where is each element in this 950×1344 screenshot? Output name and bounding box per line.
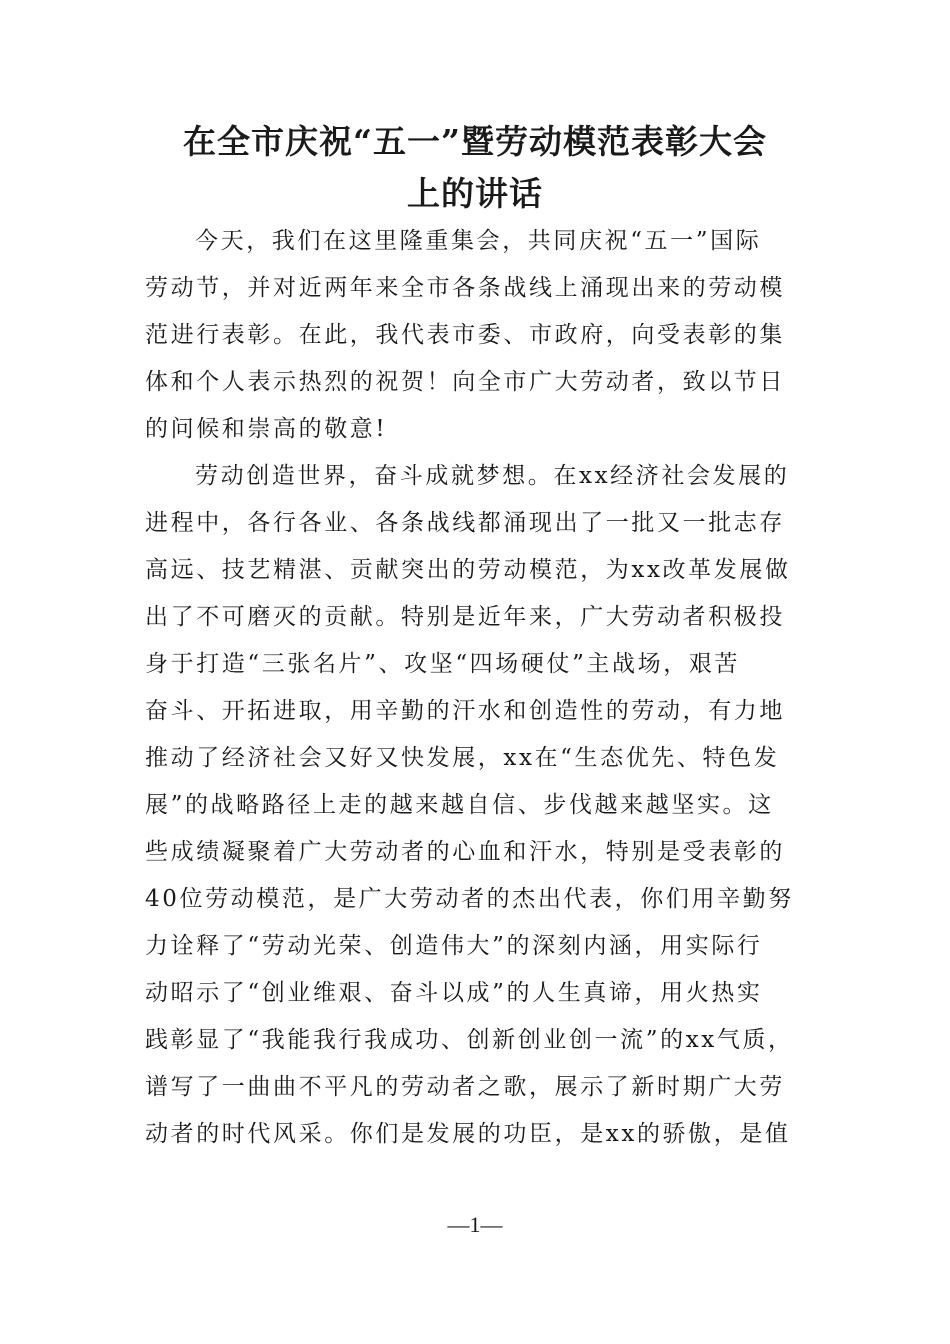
paragraph-line: 进程中，各行各业、各条战线都涌现出了一批又一批志存: [145, 510, 785, 536]
paragraph-2: [145, 453, 835, 1158]
paragraph-line: 谱写了一曲曲不平凡的劳动者之歌，展示了新时期广大劳: [145, 1074, 785, 1100]
paragraph-line: 动昭示了“创业维艰、奋斗以成”的人生真谛，用火热实: [145, 980, 763, 1006]
title-line: 上的讲话: [407, 174, 543, 213]
paragraph-line: 范进行表彰。在此，我代表市委、市政府，向受表彰的集: [145, 322, 785, 348]
body-text: [145, 218, 835, 1158]
title-line: 在全市庆祝“五一”暨劳动模范表彰大会: [183, 122, 767, 161]
paragraph-line: 奋斗、开拓进取，用辛勤的汗水和创造性的劳动，有力地: [145, 698, 785, 724]
paragraph-line: 践彰显了“我能我行我成功、创新创业创一流”的xx气质，: [145, 1027, 794, 1053]
paragraph-line: 动者的时代风采。你们是发展的功臣，是xx的骄傲，是值: [145, 1121, 791, 1147]
paragraph-line: 高远、技艺精湛、贡献突出的劳动模范，为xx改革发展做: [145, 557, 791, 583]
paragraph-line: 些成绩凝聚着广大劳动者的心血和汗水，特别是受表彰的: [145, 839, 785, 865]
paragraph-line: 劳动节，并对近两年来全市各条战线上涌现出来的劳动模: [145, 275, 785, 301]
paragraph-line: 展”的战略路径上走的越来越自信、步伐越来越坚实。这: [145, 792, 774, 818]
paragraph-line: 力诠释了“劳动光荣、创造伟大”的深刻内涵，用实际行: [145, 933, 763, 959]
paragraph-line: 的问候和崇高的敬意!: [145, 416, 388, 442]
paragraph-line: 出了不可磨灭的贡献。特别是近年来，广大劳动者积极投: [145, 604, 785, 630]
page-number: —1—: [447, 1212, 503, 1237]
paragraph-line: 体和个人表示热烈的祝贺！向全市广大劳动者，致以节日: [145, 369, 785, 395]
page-title: [120, 116, 830, 220]
paragraph-line: 40位劳动模范，是广大劳动者的杰出代表，你们用辛勤努: [145, 886, 794, 912]
paragraph-line: 身于打造“三张名片”、攻坚“四场硬仗”主战场，艰苦: [145, 651, 741, 677]
paragraph-line: 今天，我们在这里隆重集会，共同庆祝“五一”国际: [195, 228, 762, 254]
paragraph-1: [145, 218, 835, 453]
paragraph-line: 推动了经济社会又好又快发展，xx在“生态优先、特色发: [145, 745, 780, 771]
paragraph-line: 劳动创造世界，奋斗成就梦想。在xx经济社会发展的: [195, 463, 790, 489]
